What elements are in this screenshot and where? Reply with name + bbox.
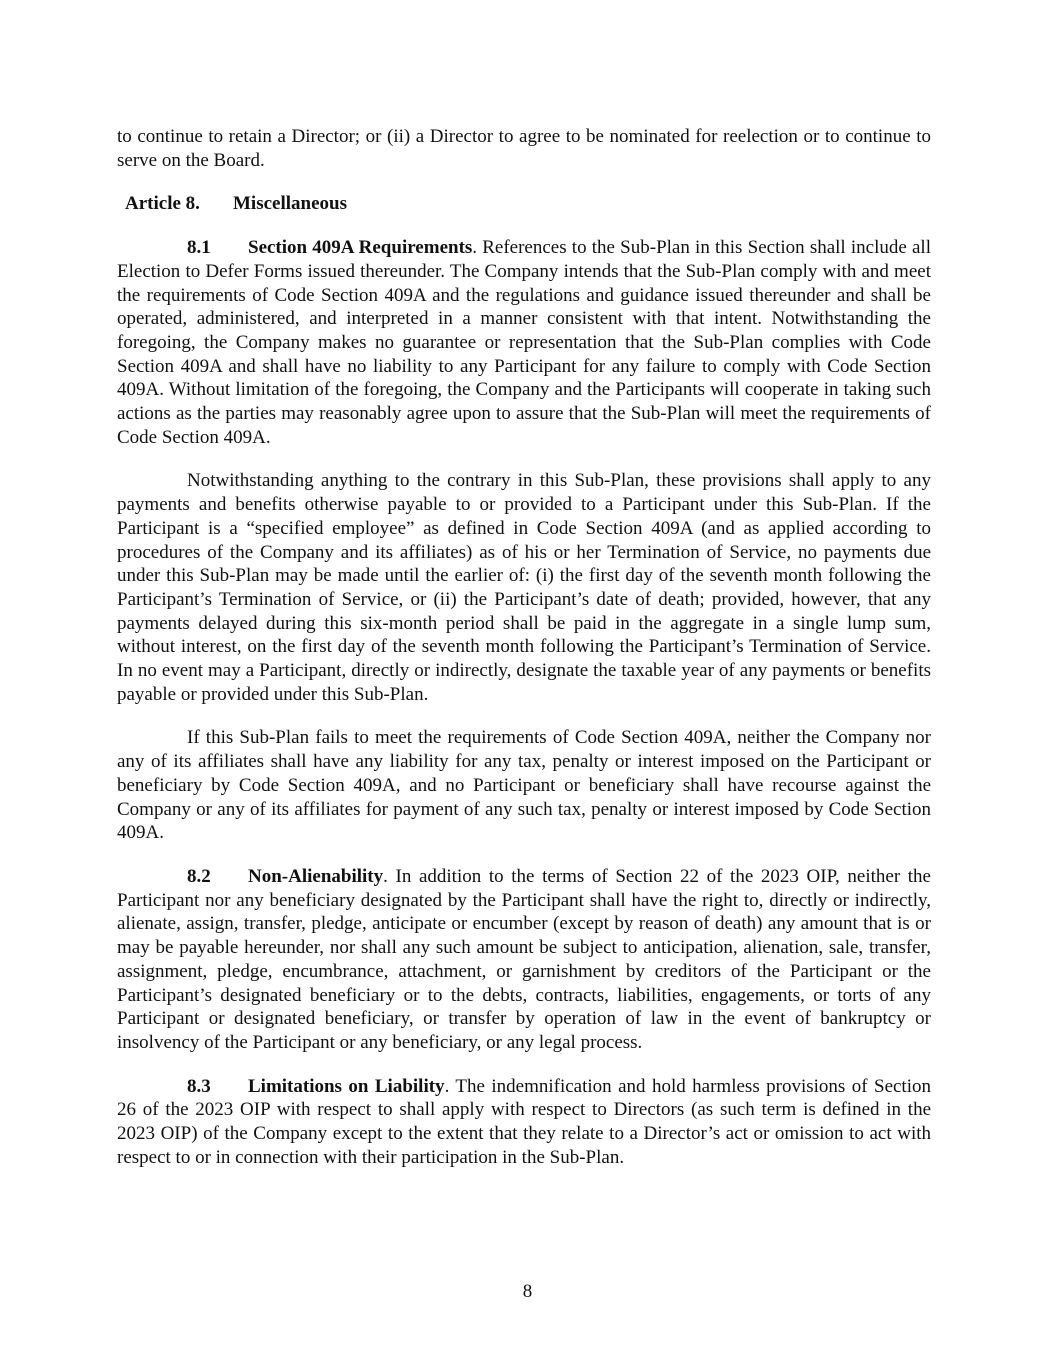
article-heading xyxy=(125,192,931,216)
section-8-2 xyxy=(117,865,931,1055)
article-number: Article 8. xyxy=(125,193,200,215)
page-content xyxy=(117,125,931,1189)
section-title: Limitations on Liability xyxy=(248,1075,445,1097)
section-number: 8.3 xyxy=(187,1075,211,1097)
continued-paragraph: to continue to retain a Director; or (ii) a Director to agree to be nominated for reelection or to continue to serve on the Board. xyxy=(117,126,931,171)
section-body: . In addition to the terms of Section 22 of the 2023 OIP, neither the Participant nor any beneficiary designated by the Participant shall have the right to, directly or indirectly, alienate, assign, transfer, pledge, anticipate or encumber (except by reason of death) any amount that is or may be payable hereunder, nor shall any such amount be subject to anticipation, alienation, sale, transfer, assignment, pledge, encumbrance, attachment, or garnishment by creditors of the Participant or the Participant’s designated beneficiary or to the debts, contracts, liabilities, engagements, or torts of any Participant or designated beneficiary, or transfer by operation of law in the event of bankruptcy or insolvency of the Participant or any beneficiary, or any legal process. xyxy=(117,865,931,1053)
section-number: 8.2 xyxy=(187,865,211,887)
section-8-1-paragraph-3: If this Sub-Plan fails to meet the requirements of Code Section 409A, neither the Company nor any of its affiliates shall have any liability for any tax, penalty or interest imposed on the Participant or beneficiary by Code Section 409A, and no Participant or beneficiary shall have recourse against the Company or any of its affiliates for payment of any such tax, penalty or interest imposed by Code Section 409A. xyxy=(117,727,931,844)
section-body: . The indemnification and hold harmless provisions of Section 26 of the 2023 OIP with respect to shall apply with respect to Directors (as such term is defined in the 2023 OIP) of the Company except to the extent that they relate to a Director’s act or omission to act with respect to or in connection with their participation in the Sub-Plan. xyxy=(117,1075,931,1168)
section-body: . References to the Sub-Plan in this Section shall include all Election to Defer Forms issued thereunder. The Company intends that the Sub-Plan comply with and meet the requirements of Code Section 409A and the regulations and guidance issued thereunder and shall be operated, administered, and interpreted in a manner consistent with that intent. Notwithstanding the foregoing, the Company makes no guarantee or representation that the Sub-Plan complies with Code Section 409A and shall have no liability to any Participant for any failure to comply with Code Section 409A. Without limitation of the foregoing, the Company and the Participants will cooperate in taking such actions as the parties may reasonably agree upon to assure that the Sub-Plan will meet the requirements of Code Section 409A. xyxy=(117,237,931,448)
section-title: Non-Alienability xyxy=(248,865,384,887)
section-8-3 xyxy=(117,1075,931,1170)
page-number: 8 xyxy=(522,1281,533,1302)
article-title: Miscellaneous xyxy=(233,193,347,215)
section-8-1-paragraph-2: Notwithstanding anything to the contrary in this Sub-Plan, these provisions shall apply to any payments and benefits otherwise payable to or provided to a Participant under this Sub-Plan. If the Participant is a “specified employee” as defined in Code Section 409A (and as applied according to procedures of the Company and its affiliates) as of his or her Termination of Service, no payments due under this Sub-Plan may be made until the earlier of: (i) the first day of the seventh month following the Participant’s Termination of Service, or (ii) the Participant’s date of death; provided, however, that any payments delayed during this six-month period shall be paid in the aggregate in a single lump sum, without interest, on the first day of the seventh month following the Participant’s Termination of Service. In no event may a Participant, directly or indirectly, designate the taxable year of any payments or benefits payable or provided under this Sub-Plan. xyxy=(117,470,931,705)
section-title: Section 409A Requirements xyxy=(248,237,473,259)
section-8-1 xyxy=(117,236,931,449)
section-number: 8.1 xyxy=(187,237,211,259)
